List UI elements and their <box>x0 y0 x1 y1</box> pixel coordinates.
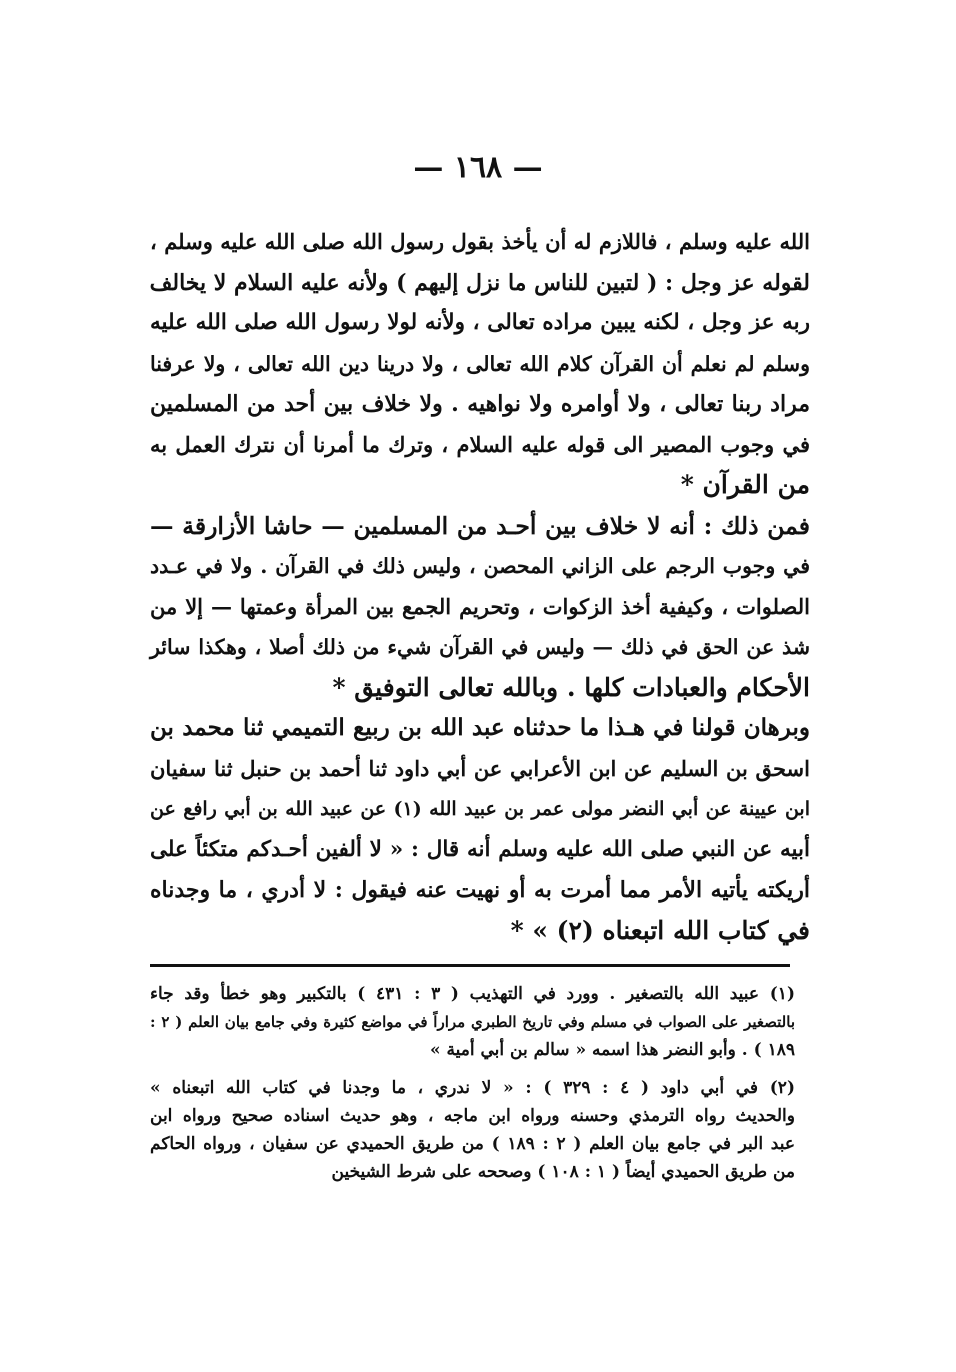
paragraph-1 <box>150 222 810 506</box>
text-line: فمن ذلك : أنه لا خلاف بين أحـد من المسلمين — حاشا الأزارقة — <box>150 511 810 540</box>
footnote-line: (٢) في أبي داود ( ٤ : ٣٢٩ ) : « لا ندري ، ما وجدنا في كتاب الله اتبعناه » <box>150 1078 795 1098</box>
text-line: وسلم لم نعلم أن القرآن كلام الله تعالى ، ولا درينا دين الله تعالى ، ولا عرفنا <box>150 351 810 376</box>
footnote-line: (١) عبيد الله بالتصغير . وورد في التهذيب ( ٣ : ٤٣١ ) بالتكبير وهو خطأ وقد جاء <box>150 984 795 1004</box>
text-line: الأحكام والعبادات كلها . وبالله تعالى التوفيق * <box>332 672 810 702</box>
text-line: شذ عن الحق في ذلك — وليس في القرآن شيء من ذلك أصلا ، وهكذا سائر <box>150 635 810 659</box>
text-line: أبيه عن النبي صلى الله عليه وسلم أنه قال : « لا ألفين أحـدكم متكئاً على <box>150 836 810 862</box>
text-line: لقوله عز وجل : ( لتبين للناس ما نزل إليهم ) ولأنه عليه السلام لا يخالف <box>149 269 810 296</box>
text-line: وبرهان قولنا في هـذا ما حدثناه عبد الله بن ربيع التميمي ثنا محمد بن <box>150 714 810 741</box>
footnote-line: عبد البر في جامع بيان العلم ( ٢ : ١٨٩ ) من طريق الحميدي عن سفيان ، ورواه الحاكم <box>150 1134 796 1154</box>
text-line: الصلوات ، وكيفية أخذ الزكوات ، وتحريم الجمع بين المرأة وعمتها — إلا من <box>150 593 810 619</box>
text-line: اسحق بن السليم عن ابن الأعرابي عن أبي داود ثنا أحمد بن حنبل ثنا سفيان <box>150 755 810 781</box>
paragraph-2 <box>150 506 810 709</box>
page-number: — ١٦٨ — <box>413 150 543 185</box>
footnotes <box>150 980 795 1196</box>
text-line: ابن عيينة عن أبي النضر مولى عمر بن عبيد الله (١) عن عبيد الله بن أبي رافع عن <box>150 798 810 820</box>
text-line: في كتاب الله اتبعناه (٢) » * <box>510 915 810 945</box>
footnote-1 <box>150 980 795 1064</box>
paragraph-3 <box>150 708 810 951</box>
footnote-line: بالتصغير على الصواب في مسلم وفي تاريخ الطبري مراراً في مواضع كثيرة وفي جامع بيان العلم ( ٢ : <box>150 1013 796 1031</box>
main-text <box>150 222 810 951</box>
text-line: في وجوب الرجم على الزاني المحصن ، وليس ذلك في القرآن . ولا في عـدد <box>150 554 810 578</box>
text-line: في وجوب المصير الى قوله عليه السلام ، وترك ما أمرنا أن نترك العمل به <box>150 431 810 457</box>
text-line: ربه عز وجل ، لكنه يبين مراده تعالى ، ولأنه لولا رسول الله صلى الله عليه <box>150 310 810 335</box>
text-line: أريكته يأتيه الأمر مما أمرت به أو نهيت عنه فيقول : لا أدري ، ما وجدناه <box>150 877 810 903</box>
footnote-line: ١٨٩ ) . وأبو النضر هذا اسمه « سالم بن أبي أمية » <box>429 1040 795 1060</box>
text-line: من القرآن * <box>680 470 810 499</box>
text-line: مراد ربنا تعالى ، ولا أوامره ولا نواهيه . ولا خلاف بين أحد من المسلمين <box>150 391 810 417</box>
footnote-divider <box>150 964 790 967</box>
footnote-line: من طريق الحميدي أيضاً ( ١ : ١٠٨ ) وصححه على شرط الشيخين <box>331 1162 795 1182</box>
footnote-2 <box>150 1074 795 1186</box>
text-line: الله عليه وسلم ، فاللازم له أن يأخذ بقول رسول الله صلى الله عليه وسلم ، <box>150 229 810 254</box>
footnote-line: والحديث رواه الترمذي وحسنه ورواه ابن ماجه ، وهو حديث اسناده صحيح ورواه ابن <box>150 1106 795 1126</box>
